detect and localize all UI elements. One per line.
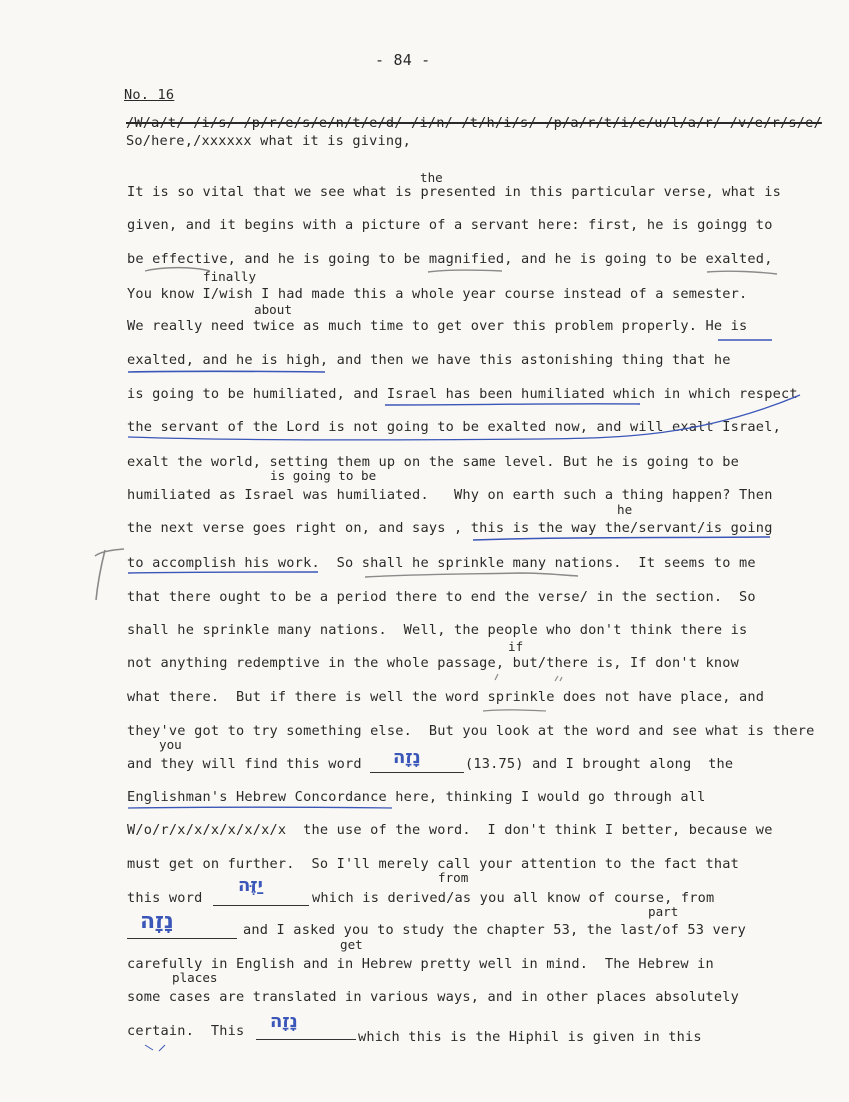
struck-line: /W/a/t/ /i/s/ /p/r/e/s/e/n/t/e/d/ /i/n/ /t/h/i/s/ /p/a/r/t/i/c/u/l/a/r/ /v/e/r/s/e/ [126,115,822,131]
body-line: which is derived/as you all know of course, from [312,890,715,906]
insertion-the: the [420,170,443,185]
body-line: exalt the world, setting them up on the same level. But he is going to be [127,454,740,470]
body-line: humiliated as Israel was humiliated. Why on earth such a thing happen? Then [127,487,773,503]
intro-line: So/here,/xxxxxx what it is giving, [126,133,412,149]
body-line: is going to be humiliated, and Israel has been humiliated which in which respect [127,386,798,402]
insertion-finally: finally [203,269,257,284]
pencil-underline [145,268,210,271]
insertion-he: he [617,502,633,517]
pencil-underline [428,270,502,272]
body-line: We really need twice as much time to get over this problem properly. He is [127,318,748,334]
pencil-underline [365,573,578,577]
pen-underline [473,537,770,540]
insertion-from: from [438,870,469,885]
body-line: what there. But if there is well the word sprinkle does not have place, and [127,689,765,705]
pen-underline [145,1045,165,1051]
pen-underline [128,572,318,573]
hebrew-word-3: נָזָה [140,909,174,934]
insertion-if: if [508,639,524,654]
hebrew-blank-3 [127,937,237,939]
hebrew-blank-1 [370,771,464,773]
body-line: It is so vital that we see what is presented in this particular verse, what is [127,184,781,200]
insertion-about: about [254,302,292,317]
body-line: exalted, and he is high, and then we have this astonishing thing that he [127,352,731,368]
pen-underline [128,371,325,372]
hebrew-blank-4 [256,1038,356,1040]
pen-underline [385,404,640,405]
body-line: Englishman's Hebrew Concordance here, thinking I would go through all [127,789,706,805]
section-heading: No. 16 [124,87,175,103]
hebrew-word-1: נָזָה [393,747,421,768]
page-number: - 84 - [375,51,431,69]
body-line: You know I/wish I had made this a whole year course instead of a semester. [127,286,748,302]
insertion-is-going-to-be: is going to be [270,468,377,483]
pencil-margin-bracket [95,549,124,600]
insertion-places: places [172,970,218,985]
body-line: certain. This [127,1023,245,1039]
body-line: which this is the Hiphil is given in this [358,1029,702,1045]
body-line: and they will find this word [127,756,362,772]
body-line: not anything redemptive in the whole passage, but/there is, If don't know [127,655,740,671]
pencil-underline [483,710,546,711]
body-line: W/o/r/x/x/x/x/x/x/x the use of the word. I don't think I better, because we [127,822,773,838]
body-line: shall he sprinkle many nations. Well, the people who don't think there is [127,622,748,638]
hebrew-word-4: נָזָה [270,1011,298,1032]
body-line: they've got to try something else. But you look at the word and see what is there [127,723,815,739]
body-line: the next verse goes right on, and says , this is the way the/servant/is going [127,520,773,536]
body-line: carefully in English and in Hebrew pretty well in mind. The Hebrew in [127,956,714,972]
body-line: be effective, and he is going to be magnified, and he is going to be exalted, [127,251,773,267]
body-line: given, and it begins with a picture of a servant here: first, he is goingg to [127,217,773,233]
pencil-underline [707,271,777,274]
hebrew-word-2: יַזֶּה [238,875,263,896]
insertion-part: part [648,904,679,919]
body-line: to accomplish his work. So shall he sprinkle many nations. It seems to me [127,555,756,571]
pen-underline [128,807,392,808]
insertion-you: you [159,737,182,752]
body-line: that there ought to be a period there to end the verse/ in the section. So [127,589,756,605]
body-line: this word [127,890,203,906]
hebrew-blank-2 [213,904,309,906]
body-line: the servant of the Lord is not going to be exalted now, and will exalt Israel, [127,419,781,435]
body-line: some cases are translated in various ways, and in other places absolutely [127,989,740,1005]
insertion-get: get [340,937,363,952]
pencil-accent-mark [495,674,562,681]
body-line: and I asked you to study the chapter 53, the last/of 53 very [243,922,747,938]
body-line: must get on further. So I'll merely call your attention to the fact that [127,856,740,872]
body-line: (13.75) and I brought along the [465,756,734,772]
